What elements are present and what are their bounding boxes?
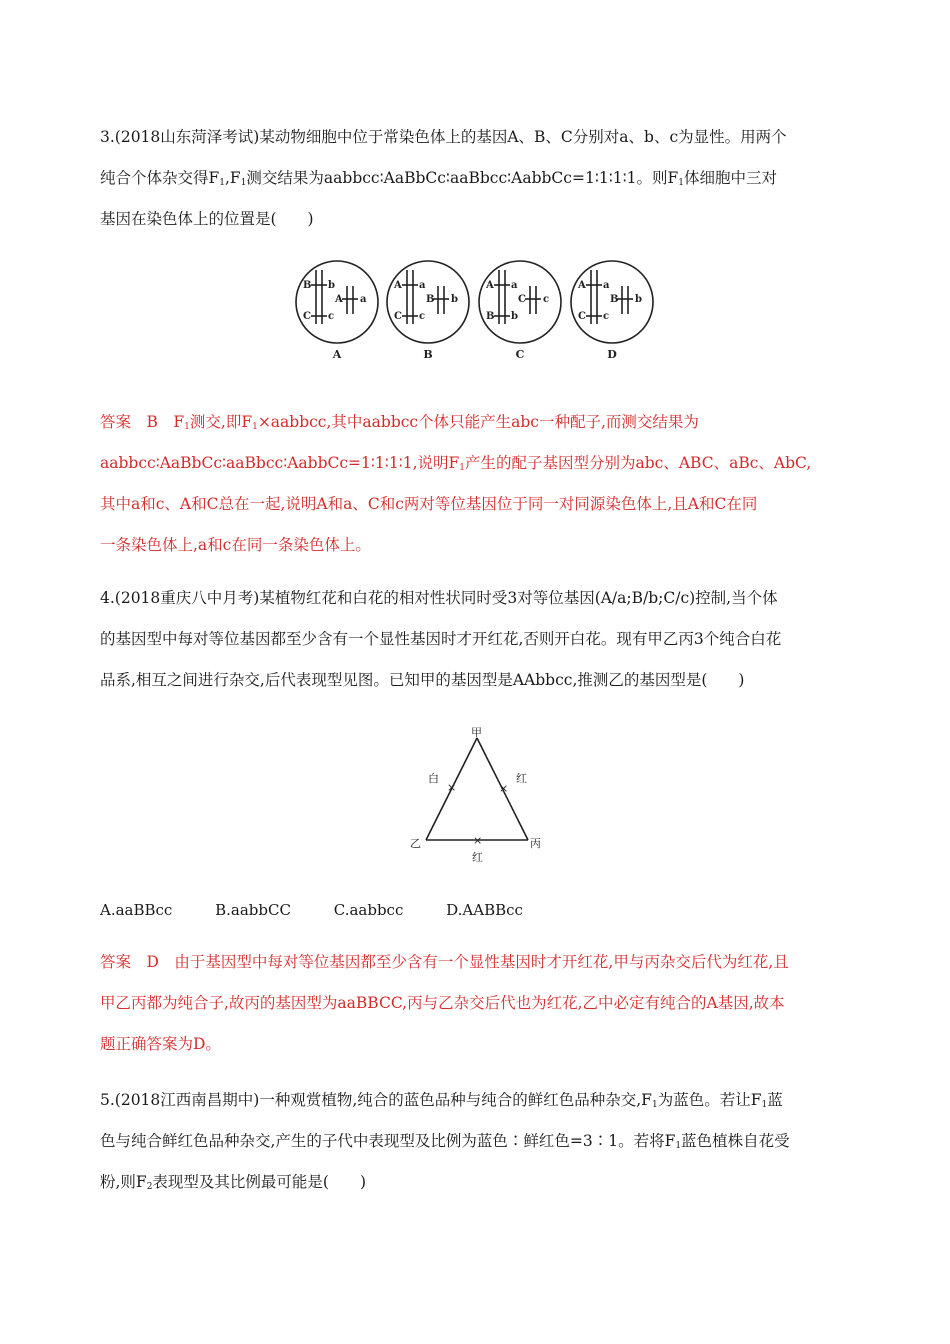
q5-line-3: 粉,则$F_2$表现型及其比例最可能是( ) — [100, 1173, 367, 1192]
q3-line-3: 基因在染色体上的位置是( ) — [100, 210, 314, 228]
svg-text:B: B — [486, 311, 495, 322]
svg-text:b: b — [451, 294, 458, 305]
q5-line-2: 色与纯合鲜红色品种杂交,产生的子代中表现型及比例为蓝色∶鲜红色=3∶1。若将$F_1$蓝色植株自花受 — [100, 1132, 790, 1151]
a4-line-1: 答案 D 由于基因型中每对等位基因都至少含有一个显性基因时才开红花,甲与丙杂交后代为红花,且 — [100, 953, 789, 971]
edge-bottom-cross: × — [473, 834, 483, 847]
node-bing: 丙 — [530, 837, 541, 850]
q4-options — [100, 890, 523, 931]
q4-line-3: 品系,相互之间进行杂交,后代表现型见图。已知甲的基因型是AAbbcc,推测乙的基因型是( ) — [100, 671, 745, 689]
option-d[interactable]: D.AABBcc — [446, 901, 523, 919]
edge-bottom-label: 红 — [472, 851, 483, 864]
edge-right-cross: × — [499, 782, 509, 795]
svg-text:a: a — [511, 280, 518, 291]
svg-text:B: B — [610, 294, 619, 305]
edge-left-label: 白 — [428, 772, 439, 785]
question-4 — [100, 578, 845, 701]
option-b[interactable]: B.aabbCC — [215, 901, 291, 919]
chromosome-figure — [290, 258, 660, 368]
edge-right-label: 红 — [516, 772, 527, 785]
svg-text:A: A — [335, 294, 343, 305]
answer-4 — [100, 942, 845, 1065]
a3-line-2: aabbcc∶AaBbCc∶aaBbcc∶AabbCc=1∶1∶1∶1,说明$F_1$产生的配子基因型分别为abc、ABC、aBc、AbC, — [100, 454, 812, 473]
svg-text:c: c — [543, 294, 550, 305]
figure-label-a: A — [332, 348, 342, 361]
svg-text:c: c — [328, 311, 335, 322]
svg-text:b: b — [635, 294, 642, 305]
q3-line-1: 3.(2018山东菏泽考试)某动物细胞中位于常染色体上的基因A、B、C分别对a、b、c为显性。用两个 — [100, 128, 787, 146]
svg-text:A: A — [578, 280, 586, 291]
a3-line-4: 一条染色体上,a和c在同一条染色体上。 — [100, 536, 371, 554]
option-c[interactable]: C.aabbcc — [333, 901, 404, 919]
svg-text:b: b — [328, 280, 335, 291]
svg-text:C: C — [578, 311, 586, 322]
question-3 — [100, 117, 845, 240]
svg-text:c: c — [419, 311, 426, 322]
q4-line-2: 的基因型中每对等位基因都至少含有一个显性基因时才开红花,否则开白花。现有甲乙丙3个纯合白花 — [100, 630, 782, 648]
svg-text:b: b — [511, 311, 518, 322]
svg-text:A: A — [486, 280, 494, 291]
figure-label-b: B — [423, 348, 433, 361]
q4-line-1: 4.(2018重庆八中月考)某植物红花和白花的相对性状同时受3对等位基因(A/a;B/b;C/c)控制,当个体 — [100, 589, 778, 607]
a4-line-3: 题正确答案为D。 — [100, 1035, 221, 1053]
svg-text:B: B — [303, 280, 312, 291]
svg-text:C: C — [303, 311, 311, 322]
a3-line-3: 其中a和c、A和C总在一起,说明A和a、C和c两对等位基因位于同一对同源染色体上,且A和C在同 — [100, 495, 758, 513]
svg-text:C: C — [394, 311, 402, 322]
svg-text:c: c — [603, 311, 610, 322]
q5-line-1: 5.(2018江西南昌期中)一种观赏植物,纯合的蓝色品种与纯合的鲜红色品种杂交$,F_1$为蓝色。若让$F_1$蓝 — [100, 1091, 783, 1110]
node-yi: 乙 — [410, 837, 421, 850]
cross-diagram — [400, 722, 560, 872]
svg-text:C: C — [518, 294, 526, 305]
edge-left-cross: × — [447, 781, 457, 794]
svg-text:A: A — [394, 280, 402, 291]
a3-line-1: 答案 B $F_1$测交,即$F_1\times aabbcc$,其中aabbcc个体只能产生abc一种配子,而测交结果为 — [100, 413, 699, 432]
figure-label-d: D — [607, 348, 617, 361]
figure-label-c: C — [515, 348, 525, 361]
svg-text:a: a — [419, 280, 426, 291]
q3-line-2: 纯合个体杂交得$F_1,F_1$测交结果为aabbcc∶AaBbCc∶aaBbcc∶AabbCc=1∶1∶1∶1。则$F_1$体细胞中三对 — [100, 169, 778, 188]
svg-text:a: a — [360, 294, 367, 305]
question-5 — [100, 1080, 845, 1203]
svg-text:B: B — [426, 294, 435, 305]
a4-line-2: 甲乙丙都为纯合子,故丙的基因型为aaBBCC,丙与乙杂交后代也为红花,乙中必定有纯合的A基因,故本 — [100, 994, 785, 1012]
node-jia: 甲 — [471, 726, 482, 739]
answer-3 — [100, 402, 845, 566]
svg-text:a: a — [603, 280, 610, 291]
option-a[interactable]: A.aaBBcc — [100, 901, 173, 919]
